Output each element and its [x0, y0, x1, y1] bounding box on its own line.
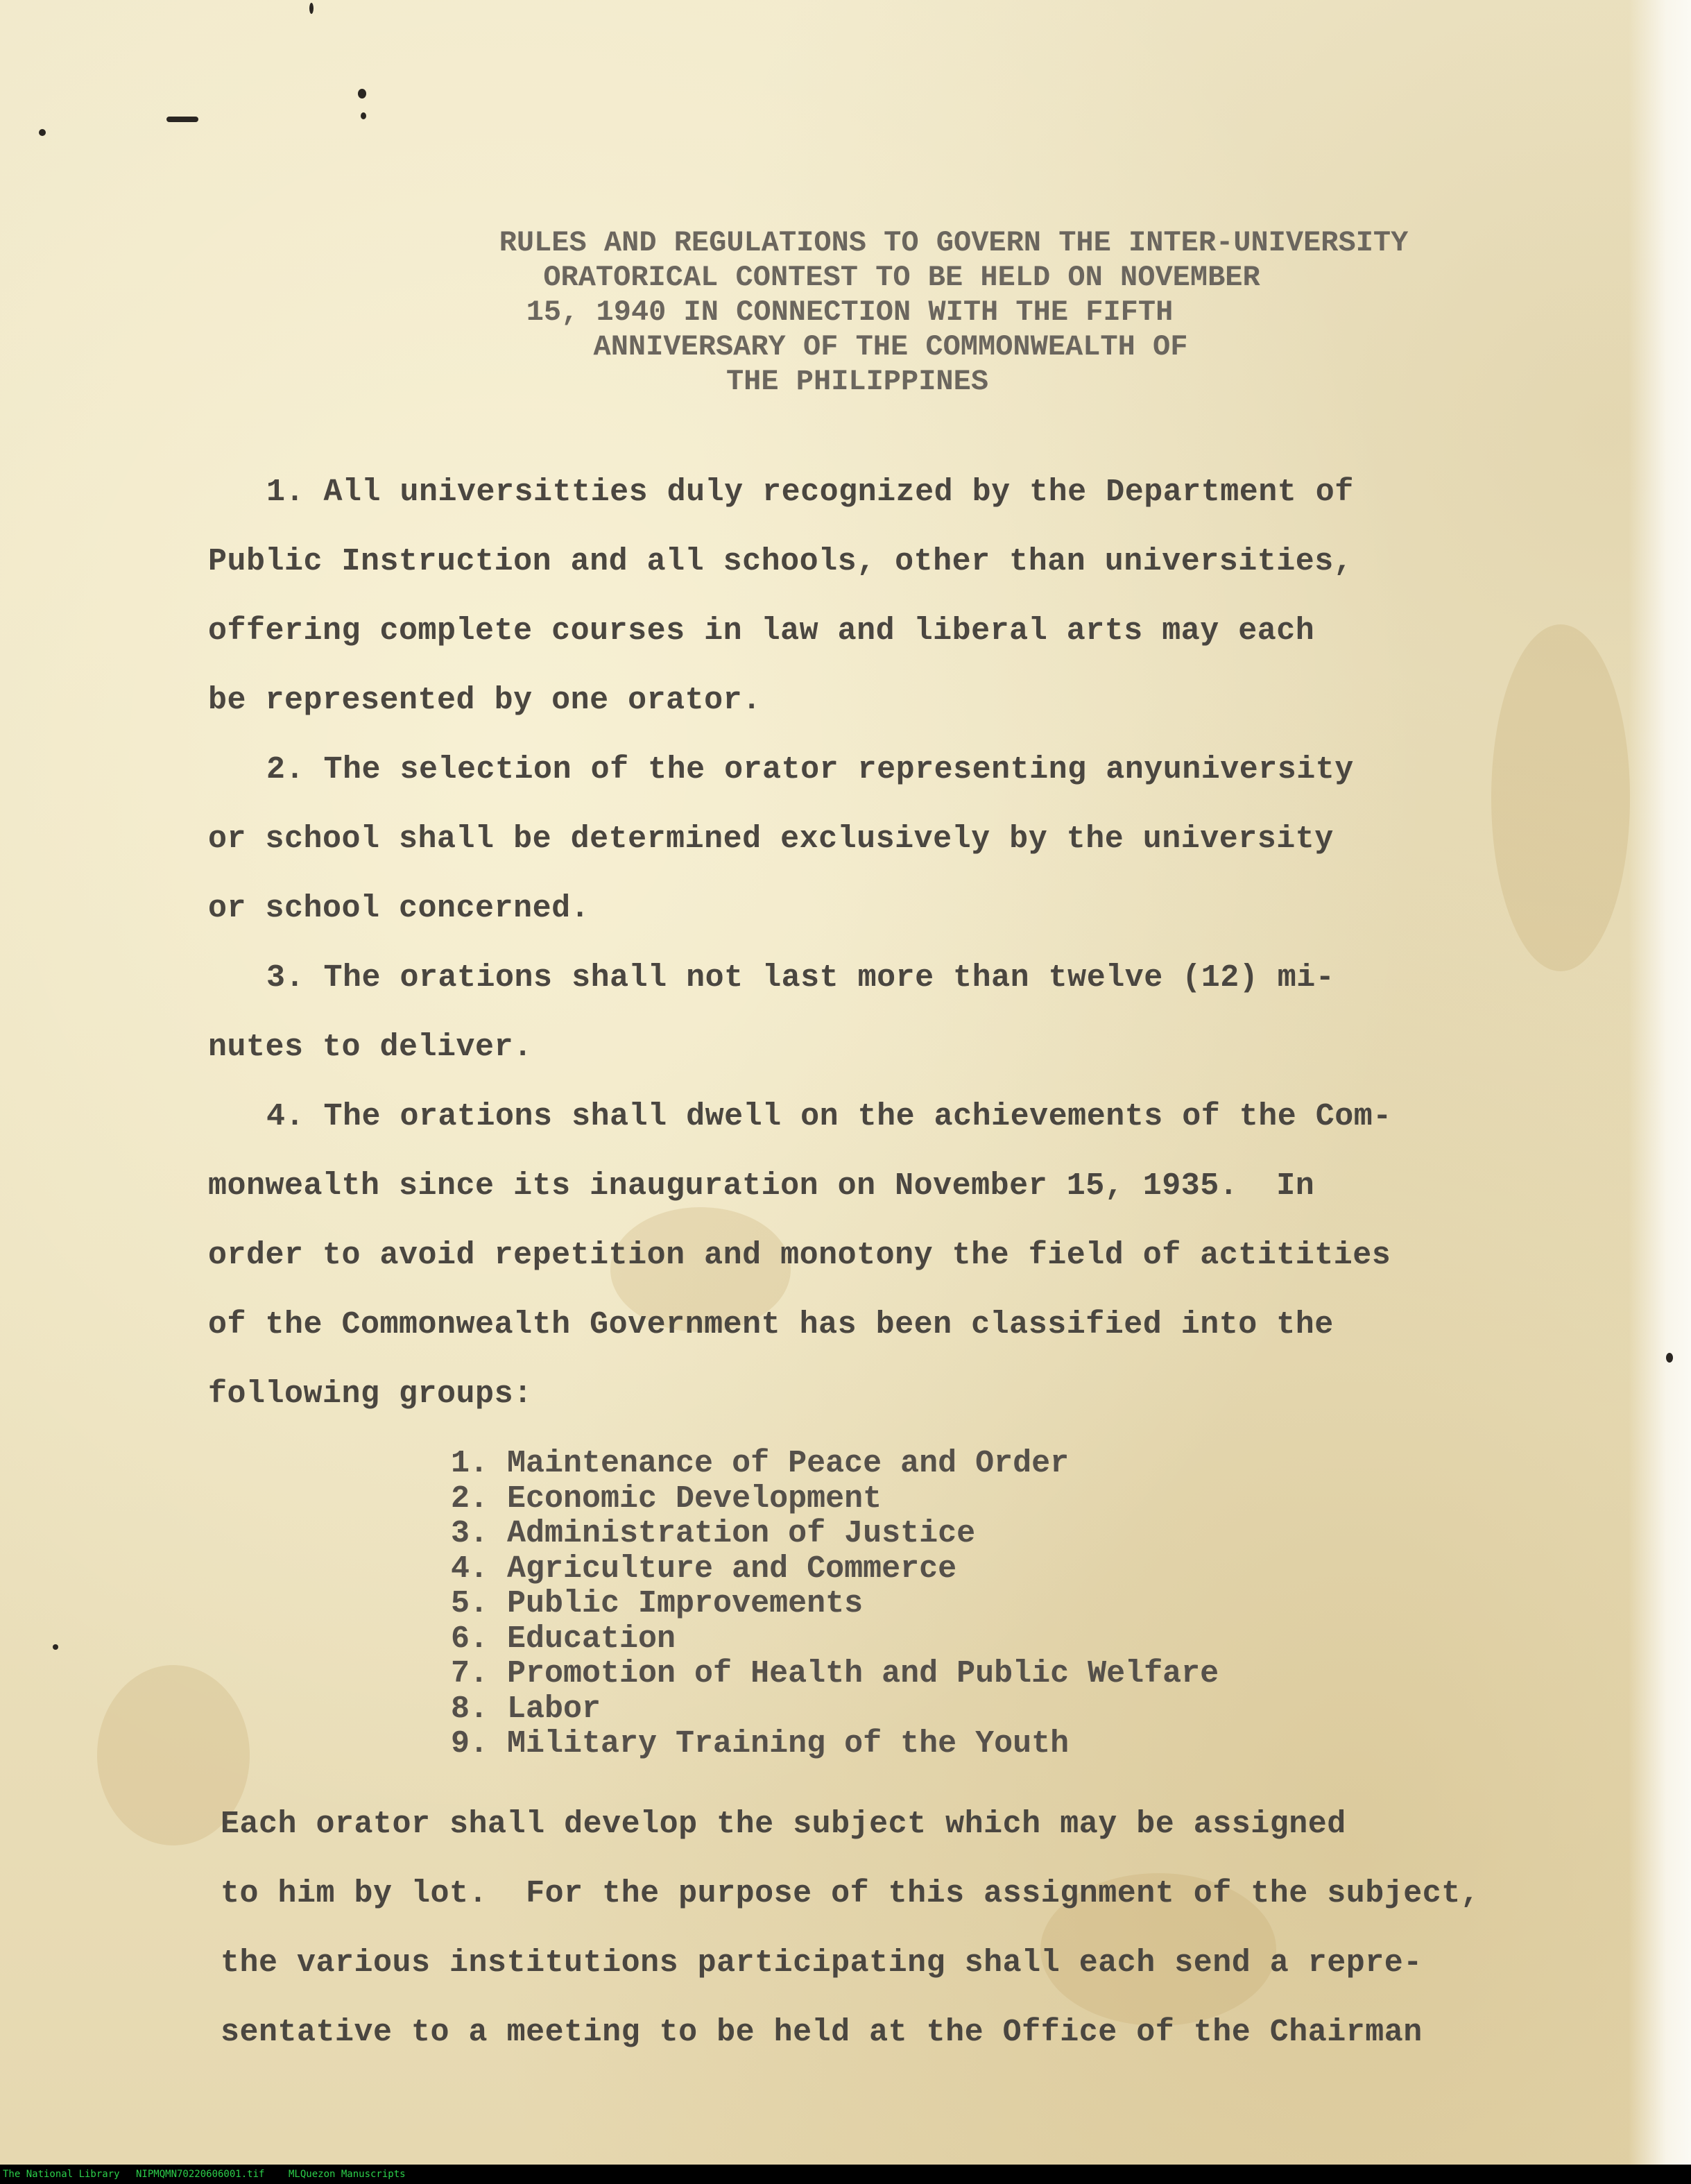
rule-1-paragraph — [208, 458, 1568, 735]
text-line: order to avoid repetition and monotony the field of actitities — [208, 1238, 1391, 1273]
text-line: 4. The orations shall dwell on the achievements of the Com- — [266, 1099, 1392, 1134]
ink-speck — [39, 129, 46, 136]
ink-speck — [53, 1644, 58, 1650]
list-item: 5. Public Improvements — [451, 1586, 864, 1621]
list-item: 1. Maintenance of Peace and Order — [451, 1446, 1070, 1481]
rule-2-paragraph — [208, 735, 1568, 944]
text-line: sentative to a meeting to be held at the Office of the Chairman — [221, 2015, 1423, 2050]
text-line: offering complete courses in law and liberal arts may each — [208, 613, 1315, 649]
text-line: 1. All universitties duly recognized by the Department of — [266, 475, 1354, 510]
footer-filename: NIPMQMN70220606001.tif — [136, 2169, 265, 2180]
text-line: 2. The selection of the orator representing anyuniversity — [266, 752, 1354, 787]
closing-paragraph — [221, 1790, 1580, 2067]
list-item: 8. Labor — [451, 1691, 601, 1727]
text-line: following groups: — [208, 1376, 533, 1412]
ink-speck — [309, 3, 314, 14]
list-item: 6. Education — [451, 1621, 676, 1657]
ink-speck — [1666, 1353, 1673, 1363]
text-line: or school concerned. — [208, 891, 590, 926]
text-line: the various institutions participating shall each send a repre- — [221, 1945, 1423, 1981]
ink-speck — [166, 117, 198, 122]
groups-list — [451, 1447, 1219, 1762]
ink-speck — [358, 89, 366, 99]
list-item: 4. Agriculture and Commerce — [451, 1551, 957, 1587]
document-title — [0, 225, 1691, 399]
list-item: 3. Administration of Justice — [451, 1516, 976, 1551]
text-line: of the Commonwealth Government has been classified into the — [208, 1307, 1334, 1342]
title-line: ANNIVERSARY OF THE COMMONWEALTH OF — [593, 330, 1188, 364]
title-line: ORATORICAL CONTEST TO BE HELD ON NOVEMBER — [543, 261, 1260, 294]
text-line: to him by lot. For the purpose of this assignment of the subject, — [221, 1876, 1480, 1911]
list-item: 7. Promotion of Health and Public Welfare — [451, 1656, 1219, 1691]
rule-3-paragraph — [208, 944, 1568, 1082]
text-line: Public Instruction and all schools, other than universities, — [208, 544, 1353, 579]
rule-4-paragraph — [208, 1082, 1568, 1429]
list-item: 2. Economic Development — [451, 1481, 882, 1517]
text-line: be represented by one orator. — [208, 683, 762, 718]
text-line: nutes to deliver. — [208, 1030, 533, 1065]
text-line: Each orator shall develop the subject which may be assigned — [221, 1807, 1346, 1842]
title-line: 15, 1940 IN CONNECTION WITH THE FIFTH — [526, 296, 1174, 329]
text-line: 3. The orations shall not last more than twelve (12) mi- — [266, 960, 1335, 996]
footer-library: The National Library — [3, 2169, 120, 2180]
list-item: 9. Military Training of the Youth — [451, 1726, 1070, 1761]
title-line: THE PHILIPPINES — [726, 365, 989, 398]
title-line: RULES AND REGULATIONS TO GOVERN THE INTER-UNIVERSITY — [499, 226, 1409, 259]
text-line: monwealth since its inauguration on November 15, 1935. In — [208, 1168, 1315, 1204]
ink-speck — [361, 112, 366, 119]
footer-collection: MLQuezon Manuscripts — [289, 2169, 406, 2180]
scan-footer-bar — [0, 2165, 1691, 2184]
text-line: or school shall be determined exclusively by the university — [208, 821, 1334, 857]
